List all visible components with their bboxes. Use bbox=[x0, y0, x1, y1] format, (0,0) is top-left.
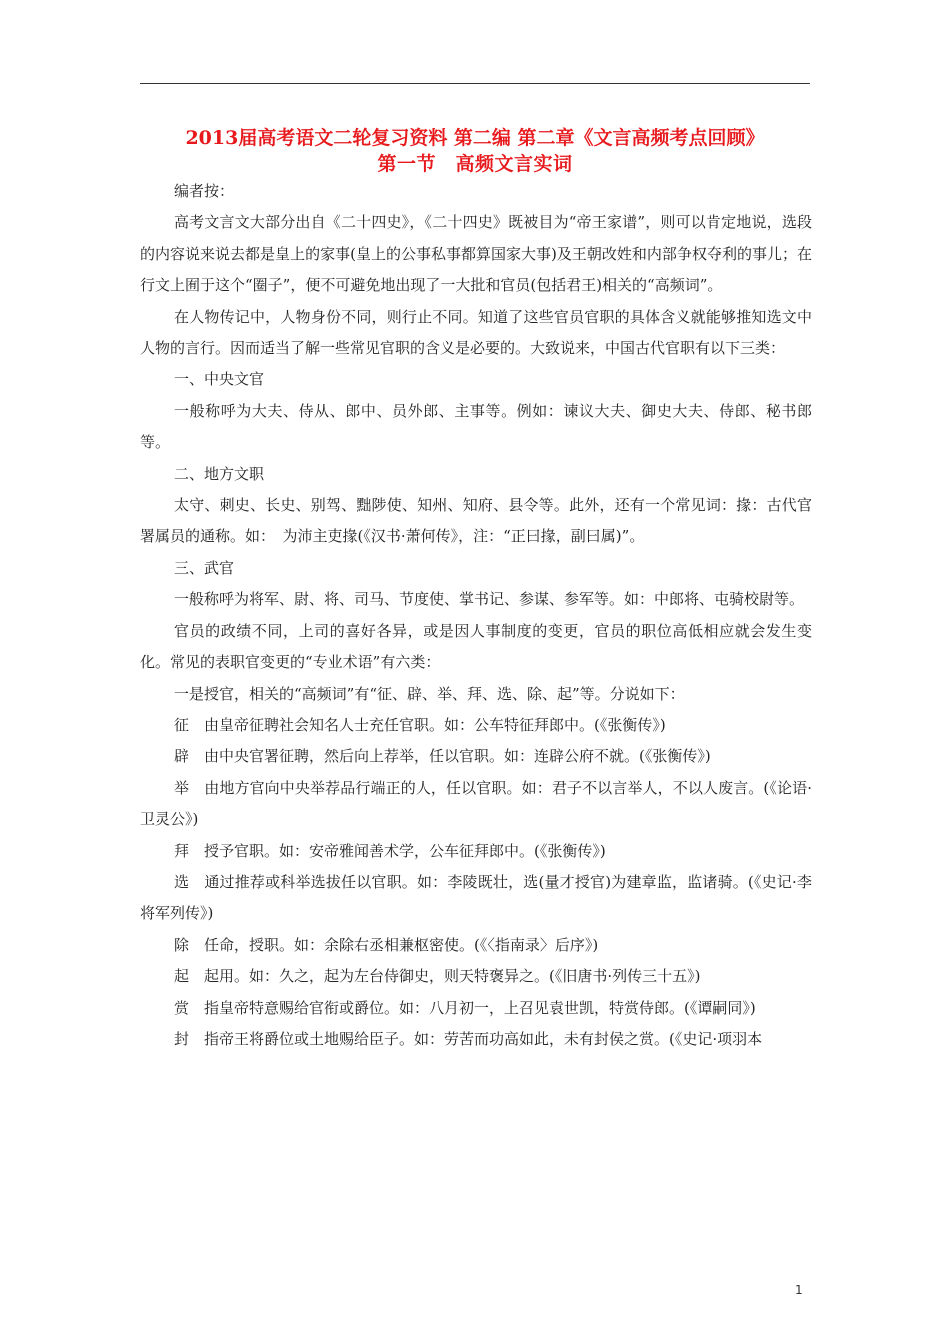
changes-paragraph: 官员的政绩不同，上司的喜好各异，或是因人事制度的变更，官员的职位高低相应就会发生变化。常见的表职官变更的“专业术语”有六类： bbox=[140, 621, 812, 672]
page-number: 1 bbox=[795, 1283, 803, 1297]
editor-note-label: 编者按： bbox=[174, 182, 235, 200]
term-xuan: 选 通过推荐或科举选拔任以官职。如：李陵既壮，选(量才授官)为建章监，监诸骑。(《史记·李将军列传》) bbox=[140, 872, 812, 923]
document-body bbox=[140, 176, 812, 1055]
category-heading-local: 二、地方文职 bbox=[174, 464, 265, 483]
category-heading-military: 三、武官 bbox=[174, 558, 235, 577]
term-feng: 封 指帝王将爵位或土地赐给臣子。如：劳苦而功高如此，未有封侯之赏。(《史记·项羽本 bbox=[174, 1029, 763, 1048]
category-heading-central: 一、中央文官 bbox=[174, 370, 265, 389]
term-chu: 除 任命，授职。如：余除右丞相兼枢密使。(《〈指南录〉后序》) bbox=[174, 935, 599, 954]
context-paragraph: 在人物传记中，人物身份不同，则行止不同。知道了这些官员官职的具体含义就能够推知选文中人物的言行。因而适当了解一些常见官职的含义是必要的。大致说来，中国古代官职有以下三类： bbox=[140, 307, 812, 358]
term-zheng: 征 由皇帝征聘社会知名人士充任官职。如：公车特征拜郎中。(《张衡传》) bbox=[174, 715, 666, 734]
military-officials-paragraph: 一般称呼为将军、尉、将、司马、节度使、掌书记、参谋、参军等。如：中郎将、屯骑校尉等。 bbox=[174, 590, 805, 609]
appointment-intro: 一是授官，相关的“高频词”有“征、辟、举、拜、选、除、起”等。分说如下： bbox=[174, 684, 685, 703]
header-rule bbox=[140, 83, 810, 84]
term-pi: 辟 由中央官署征聘，然后向上荐举，任以官职。如：连辟公府不就。(《张衡传》) bbox=[174, 747, 711, 766]
local-officials-paragraph: 太守、刺史、长史、别驾、黜陟使、知州、知府、县令等。此外，还有一个常见词：掾：古代官署属员的通称。如： 为沛主吏掾(《汉书·萧何传》，注：“正曰掾，副曰属)”。 bbox=[140, 496, 812, 546]
section-title: 第一节 高频文言实词 bbox=[377, 153, 573, 175]
term-bai: 拜 授予官职。如：安帝雅闻善术学，公车征拜郎中。(《张衡传》) bbox=[174, 841, 606, 860]
term-ju: 举 由地方官向中央举荐品行端正的人，任以官职。如：君子不以言举人，不以人废言。(《论语·卫灵公》) bbox=[140, 778, 812, 829]
term-qi: 起 起用。如：久之，起为左台侍御史，则天特褒异之。(《旧唐书·列传三十五》) bbox=[174, 967, 701, 986]
central-officials-paragraph: 一般称呼为大夫、侍从、郎中、员外郎、主事等。例如：谏议大夫、御史大夫、侍郎、秘书郎等。 bbox=[140, 401, 812, 452]
document-title: 2013届高考语文二轮复习资料 第二编 第二章《文言高频考点回顾》 bbox=[185, 127, 765, 149]
term-shang: 赏 指皇帝特意赐给官衔或爵位。如：八月初一，上召见袁世凯，特赏侍郎。(《谭嗣同》) bbox=[174, 998, 756, 1017]
intro-paragraph: 高考文言文大部分出自《二十四史》，《二十四史》既被目为“帝王家谱”，则可以肯定地说，选段的内容说来说去都是皇上的家事(皇上的公事私事都算国家大事)及王朝改姓和内部争权夺利的事儿；在行文上囿于这个“圈子”，便不可避免地出现了一大批和官员(包括君王)相关的“高频词”。 bbox=[140, 213, 812, 295]
